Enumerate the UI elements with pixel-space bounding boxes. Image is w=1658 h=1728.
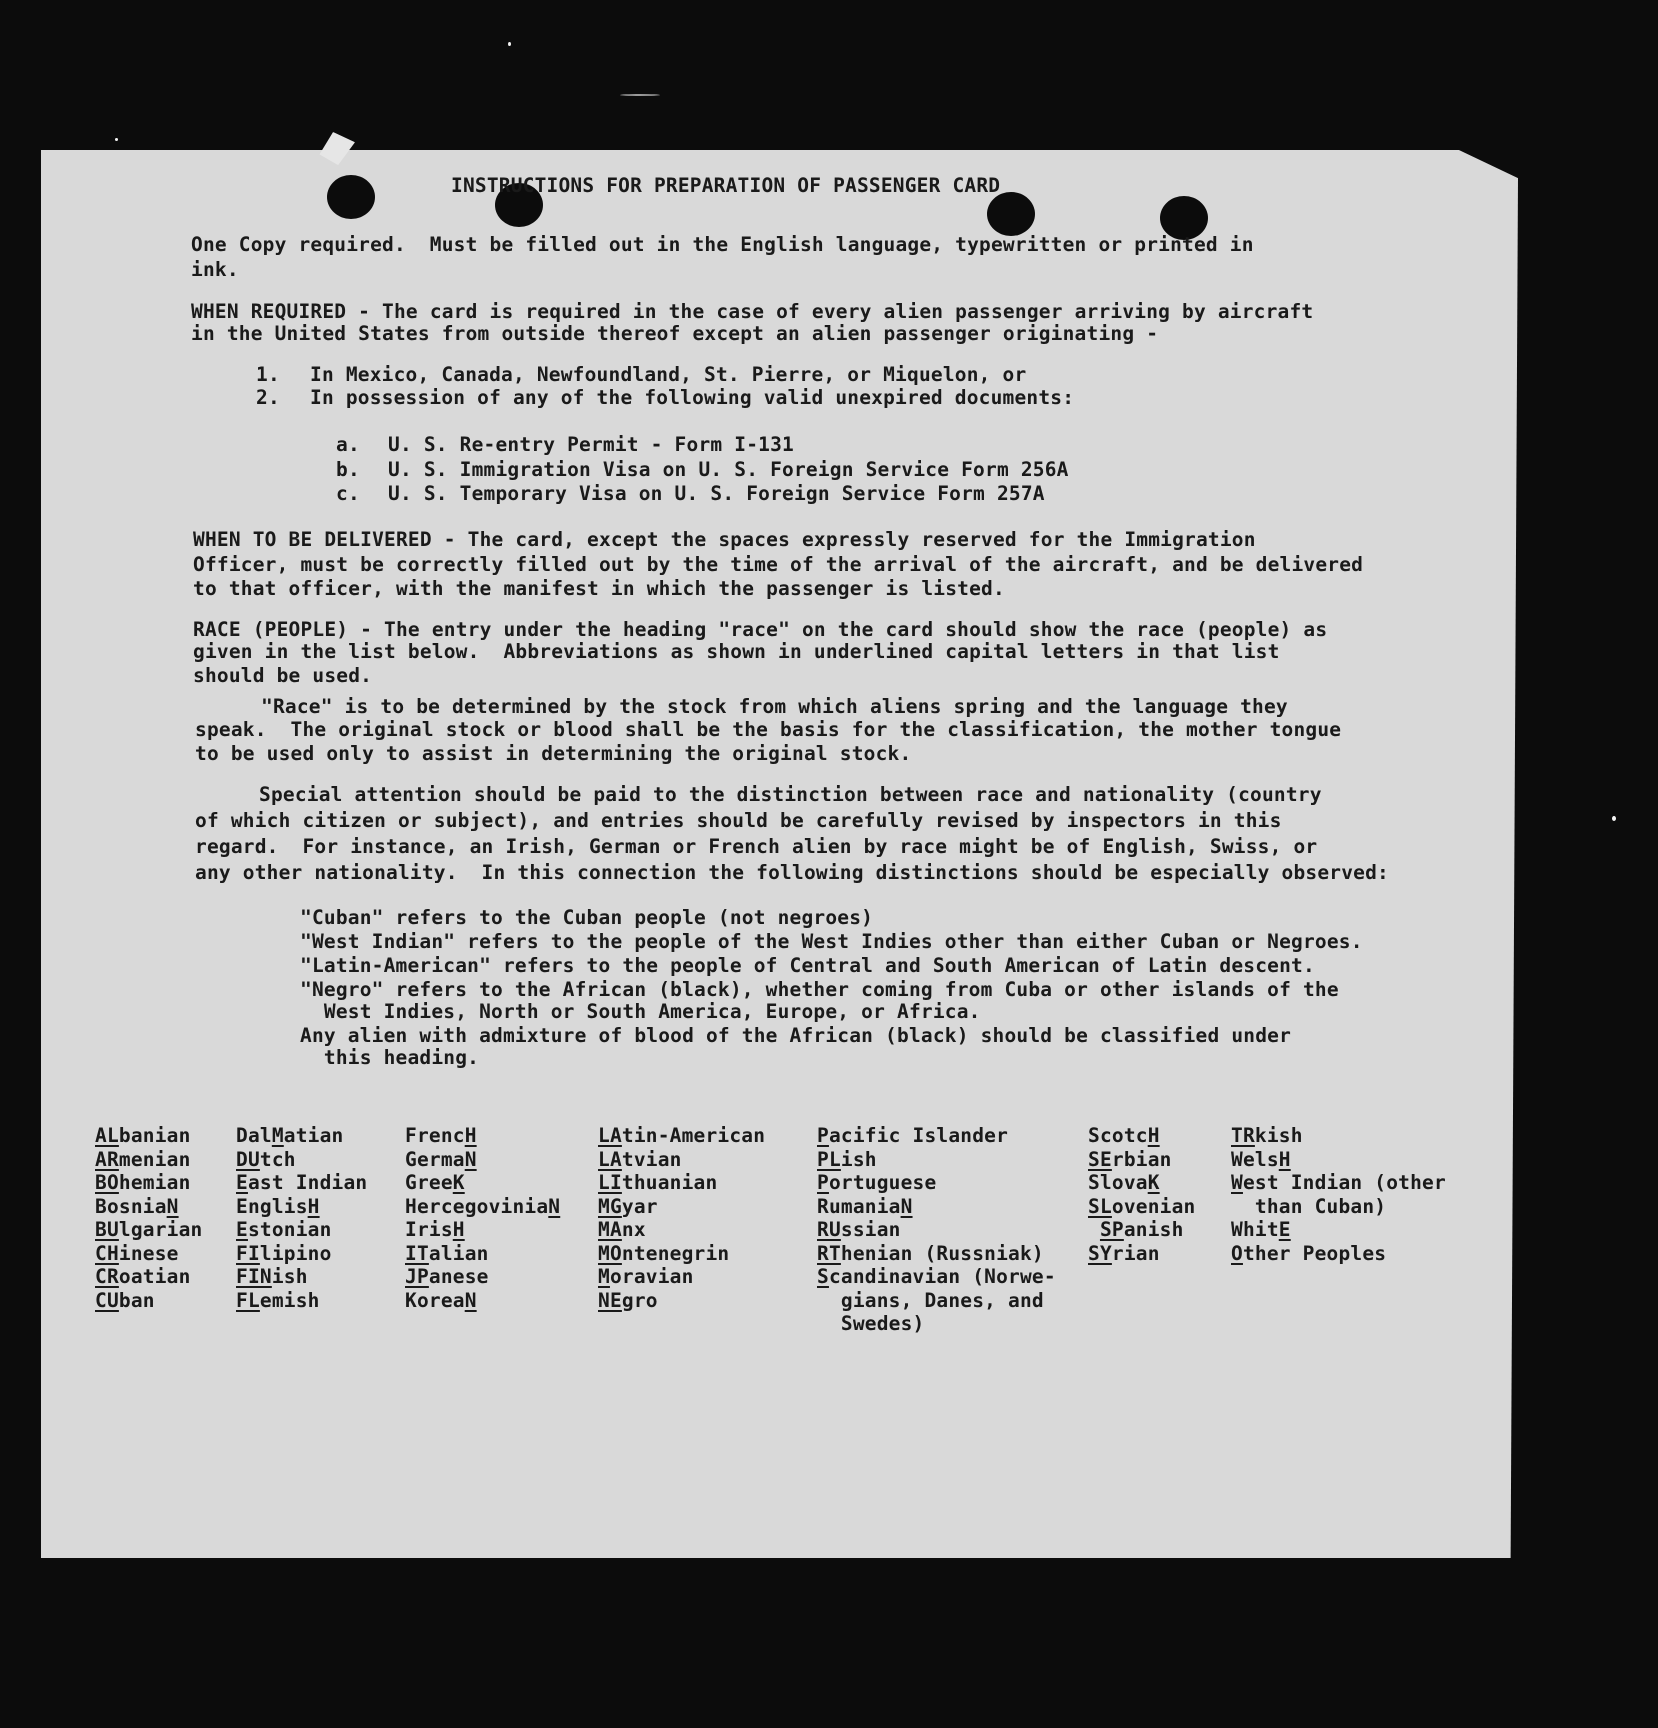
- race-entry: [236, 1148, 367, 1172]
- distinction-line: "Latin-American" refers to the people of Central and South American of Latin descent.: [300, 954, 1315, 977]
- when-required-line: [191, 300, 1313, 324]
- race-abbreviation: AR: [95, 1147, 119, 1171]
- race-name-part: est Indian (other: [1242, 1171, 1446, 1194]
- race-name-part: Frenc: [405, 1124, 465, 1147]
- race-entry: [1231, 1195, 1446, 1219]
- race-entry: [817, 1312, 1056, 1336]
- race-name-part: inese: [118, 1241, 179, 1265]
- race-entry: [817, 1265, 1056, 1289]
- race-entry: [817, 1242, 1056, 1266]
- race-name-part: ast Indian: [247, 1171, 368, 1194]
- race-name-part: gians, Danes, and: [817, 1288, 1044, 1312]
- race-entry: [1088, 1218, 1195, 1242]
- race-entry: [95, 1242, 202, 1266]
- race-entry: [236, 1265, 367, 1289]
- race-entry: [598, 1124, 765, 1148]
- scan-speck: [115, 138, 118, 141]
- race-abbreviation: M: [271, 1124, 284, 1147]
- race-people-line: should be used.: [193, 664, 373, 687]
- race-name-part: anese: [428, 1265, 489, 1288]
- race-abbreviation: TR: [1231, 1124, 1255, 1147]
- distinction-line: West Indies, North or South America, Europe, or Africa.: [300, 1000, 981, 1023]
- when-delivered-line: [193, 528, 1256, 552]
- race-entry: [817, 1148, 1056, 1172]
- race-column: [598, 1124, 765, 1312]
- race-definition-line: speak. The original stock or blood shall be the basis for the classification, the mother tongue: [195, 718, 1342, 741]
- race-abbreviation: FI: [236, 1241, 260, 1265]
- race-abbreviation: E: [236, 1218, 248, 1241]
- when-required-line: in the United States from outside thereof except an alien passenger originating -: [191, 322, 1159, 345]
- race-name-part: Slova: [1088, 1171, 1148, 1194]
- race-abbreviation: MA: [598, 1218, 622, 1241]
- special-attention-line: Special attention should be paid to the distinction between race and nationality (country: [259, 783, 1322, 806]
- race-name-part: Germa: [405, 1147, 465, 1171]
- special-attention-line: any other nationality. In this connection the following distinctions should be especially observed:: [195, 861, 1389, 884]
- scan-speck: [1612, 816, 1616, 821]
- race-abbreviation: BO: [95, 1171, 119, 1194]
- race-entry: [95, 1218, 202, 1242]
- race-entry: [405, 1171, 560, 1195]
- race-entry: [1088, 1171, 1195, 1195]
- race-abbreviation: SP: [1099, 1218, 1124, 1241]
- when-required-text: - The card is required in the case of every alien passenger arriving by aircraft: [346, 300, 1314, 323]
- race-name-part: nx: [621, 1218, 646, 1241]
- race-entry: [95, 1289, 202, 1313]
- race-entry: [598, 1265, 765, 1289]
- race-abbreviation: H: [1278, 1147, 1291, 1171]
- race-entry: [1088, 1195, 1195, 1219]
- race-name-part: Whit: [1231, 1218, 1279, 1241]
- race-people-text: - The entry under the heading "race" on the card should show the race (people) as: [348, 618, 1328, 641]
- race-abbreviation: N: [464, 1147, 477, 1171]
- race-abbreviation: FIN: [236, 1265, 272, 1288]
- race-name-part: Rumania: [817, 1194, 901, 1218]
- race-name-part: Englis: [236, 1194, 308, 1218]
- requirement-text: In Mexico, Canada, Newfoundland, St. Pierre, or Miquelon, or: [310, 363, 1027, 386]
- when-delivered-heading: WHEN TO BE DELIVERED: [193, 528, 432, 551]
- race-name-part: tin-American: [621, 1124, 766, 1147]
- document-item: [336, 433, 794, 457]
- race-abbreviation: AL: [95, 1124, 119, 1147]
- race-abbreviation: LA: [598, 1147, 622, 1171]
- race-abbreviation: H: [452, 1218, 465, 1241]
- race-entry: [95, 1265, 202, 1289]
- distinction-line: "Negro" refers to the African (black), whether coming from Cuba or other islands of the: [300, 978, 1339, 1001]
- special-attention-line: of which citizen or subject), and entries should be carefully revised by inspectors in this: [195, 809, 1282, 832]
- race-entry: [598, 1171, 765, 1195]
- race-name-part: stonian: [247, 1218, 332, 1241]
- document-item: [336, 458, 1069, 482]
- race-entry: [817, 1289, 1056, 1313]
- race-entry: [95, 1171, 202, 1195]
- race-name-part: atian: [283, 1124, 344, 1147]
- race-entry: [95, 1195, 202, 1219]
- requirement-number: 2.: [256, 386, 280, 409]
- race-abbreviation: K: [1147, 1171, 1160, 1194]
- punch-hole-3: [987, 192, 1035, 236]
- race-abbreviation: MO: [598, 1241, 622, 1265]
- race-entry: [817, 1124, 1056, 1148]
- race-abbreviation: FL: [236, 1288, 260, 1312]
- race-entry: [598, 1218, 765, 1242]
- race-name-part: Wels: [1231, 1147, 1279, 1171]
- race-name-part: tvian: [621, 1147, 682, 1171]
- race-abbreviation: E: [1278, 1218, 1291, 1241]
- requirement-text: In possession of any of the following valid unexpired documents:: [310, 386, 1075, 409]
- race-abbreviation: CH: [95, 1241, 119, 1265]
- race-entry: [405, 1124, 560, 1148]
- race-column: [236, 1124, 367, 1312]
- requirement-item: [256, 363, 1027, 387]
- race-name-part: Scotc: [1088, 1124, 1148, 1147]
- distinction-line: "Cuban" refers to the Cuban people (not negroes): [300, 906, 874, 929]
- when-delivered-text: - The card, except the spaces expressly reserved for the Immigration: [431, 528, 1256, 551]
- race-abbreviation: SL: [1088, 1194, 1112, 1218]
- race-entry: [1231, 1124, 1446, 1148]
- document-text: U. S. Temporary Visa on U. S. Foreign Service Form 257A: [388, 482, 1045, 505]
- race-name-part: rbian: [1111, 1147, 1172, 1171]
- race-name-part: ssian: [840, 1218, 901, 1241]
- race-name-part: Korea: [405, 1288, 465, 1312]
- race-name-part: alian: [428, 1241, 489, 1265]
- race-name-part: Gree: [405, 1171, 453, 1194]
- race-abbreviation: H: [307, 1194, 320, 1218]
- race-name-part: rian: [1111, 1241, 1160, 1265]
- race-abbreviation: LA: [598, 1124, 622, 1147]
- race-definition-line: "Race" is to be determined by the stock from which aliens spring and the language they: [261, 695, 1288, 718]
- race-entry: [598, 1195, 765, 1219]
- race-entry: [817, 1195, 1056, 1219]
- race-name-part: henian (Russniak): [840, 1241, 1044, 1265]
- race-column: [1231, 1124, 1446, 1265]
- race-abbreviation: O: [1231, 1241, 1243, 1265]
- document-item: [336, 482, 1045, 506]
- race-entry: [1088, 1148, 1195, 1172]
- race-entry: [1231, 1218, 1446, 1242]
- document-text: U. S. Re-entry Permit - Form I-131: [388, 433, 794, 456]
- race-entry: [405, 1289, 560, 1313]
- race-abbreviation: W: [1231, 1171, 1243, 1194]
- punch-hole-1: [327, 175, 375, 219]
- race-definition-line: to be used only to assist in determining the original stock.: [195, 742, 912, 765]
- document-letter: a.: [336, 433, 360, 456]
- race-name-part: oravian: [609, 1265, 694, 1288]
- race-name-part: than Cuban): [1231, 1194, 1387, 1218]
- race-abbreviation: E: [236, 1171, 248, 1194]
- race-abbreviation: P: [817, 1171, 829, 1194]
- race-entry: [817, 1218, 1056, 1242]
- race-name-part: anish: [1123, 1218, 1184, 1241]
- race-name-part: ther Peoples: [1242, 1241, 1387, 1265]
- race-abbreviation: H: [464, 1124, 477, 1147]
- race-people-line: given in the list below. Abbreviations as shown in underlined capital letters in that list: [193, 640, 1280, 663]
- requirement-number: 1.: [256, 363, 280, 386]
- race-entry: [405, 1195, 560, 1219]
- race-abbreviation: N: [548, 1194, 561, 1218]
- race-entry: [405, 1265, 560, 1289]
- special-attention-line: regard. For instance, an Irish, German or French alien by race might be of English, Swiss, or: [195, 835, 1318, 858]
- document-text: U. S. Immigration Visa on U. S. Foreign Service Form 256A: [388, 458, 1069, 481]
- race-abbreviation: CU: [95, 1288, 119, 1312]
- race-name-part: yar: [621, 1194, 658, 1218]
- race-entry: [1231, 1171, 1446, 1195]
- when-delivered-line: to that officer, with the manifest in which the passenger is listed.: [193, 577, 1005, 600]
- race-entry: [1231, 1242, 1446, 1266]
- race-name-part: Swedes): [817, 1312, 925, 1335]
- race-name-part: Iris: [405, 1218, 453, 1241]
- race-column: [817, 1124, 1056, 1336]
- race-name-part: kish: [1254, 1124, 1303, 1147]
- race-abbreviation: N: [900, 1194, 913, 1218]
- race-name-part: oatian: [118, 1265, 191, 1288]
- race-people-heading: RACE (PEOPLE): [193, 618, 349, 641]
- race-name-part: menian: [118, 1147, 191, 1171]
- race-name-part: [1088, 1218, 1100, 1241]
- race-abbreviation: SE: [1088, 1147, 1112, 1171]
- race-entry: [236, 1124, 367, 1148]
- race-abbreviation: P: [817, 1124, 829, 1147]
- race-name-part: lipino: [259, 1241, 332, 1265]
- scan-speck: [508, 42, 511, 46]
- document-letter: b.: [336, 458, 360, 481]
- race-abbreviation: RU: [817, 1218, 841, 1241]
- distinction-line: Any alien with admixture of blood of the African (black) should be classified under: [300, 1024, 1292, 1047]
- race-entry: [236, 1171, 367, 1195]
- race-name-part: banian: [118, 1124, 191, 1147]
- race-entry: [817, 1171, 1056, 1195]
- race-abbreviation: N: [464, 1288, 477, 1312]
- race-name-part: ban: [118, 1288, 155, 1312]
- race-entry: [236, 1195, 367, 1219]
- race-entry: [405, 1148, 560, 1172]
- race-entry: [405, 1218, 560, 1242]
- race-abbreviation: SY: [1088, 1241, 1112, 1265]
- race-entry: [1231, 1148, 1446, 1172]
- race-name-part: hemian: [118, 1171, 191, 1194]
- race-abbreviation: BU: [95, 1218, 119, 1241]
- race-entry: [236, 1242, 367, 1266]
- race-abbreviation: S: [817, 1265, 829, 1288]
- race-name-part: lgarian: [118, 1218, 203, 1241]
- race-abbreviation: M: [598, 1265, 610, 1288]
- race-name-part: emish: [259, 1288, 320, 1312]
- race-name-part: ovenian: [1111, 1194, 1196, 1218]
- race-abbreviation: CR: [95, 1265, 119, 1288]
- race-abbreviation: N: [166, 1194, 179, 1218]
- intro-line: One Copy required. Must be filled out in the English language, typewritten or printed in: [191, 233, 1254, 256]
- race-entry: [95, 1148, 202, 1172]
- document-letter: c.: [336, 482, 360, 505]
- race-entry: [1088, 1242, 1195, 1266]
- race-name-part: ish: [271, 1265, 308, 1288]
- race-abbreviation: MG: [598, 1194, 622, 1218]
- race-column: [1088, 1124, 1195, 1265]
- race-abbreviation: RT: [817, 1241, 841, 1265]
- distinction-line: this heading.: [300, 1046, 480, 1069]
- when-required-heading: WHEN REQUIRED: [191, 300, 347, 323]
- race-people-line: [193, 618, 1327, 642]
- race-name-part: Bosnia: [95, 1194, 167, 1218]
- race-name-part: Hercegovinia: [405, 1194, 549, 1218]
- page-title: INSTRUCTIONS FOR PREPARATION OF PASSENGER CARD: [451, 174, 1001, 197]
- scan-speck: [620, 94, 660, 96]
- intro-line: ink.: [191, 258, 239, 281]
- race-name-part: thuanian: [621, 1171, 718, 1194]
- race-abbreviation: NE: [598, 1288, 622, 1312]
- race-abbreviation: IT: [405, 1241, 429, 1265]
- race-abbreviation: LI: [598, 1171, 622, 1194]
- race-entry: [236, 1289, 367, 1313]
- race-entry: [598, 1289, 765, 1313]
- race-entry: [598, 1242, 765, 1266]
- race-name-part: acific Islander: [828, 1124, 1009, 1147]
- race-entry: [236, 1218, 367, 1242]
- race-name-part: tch: [259, 1147, 296, 1171]
- distinction-line: "West Indian" refers to the people of the West Indies other than either Cuban or Negroes.: [300, 930, 1363, 953]
- when-delivered-line: Officer, must be correctly filled out by the time of the arrival of the aircraft, and be delivered: [193, 553, 1364, 576]
- race-abbreviation: H: [1147, 1124, 1160, 1147]
- race-entry: [1088, 1124, 1195, 1148]
- race-abbreviation: PL: [817, 1147, 841, 1171]
- race-entry: [95, 1124, 202, 1148]
- race-entry: [405, 1242, 560, 1266]
- race-column: [95, 1124, 202, 1312]
- race-name-part: candinavian (Norwe-: [828, 1265, 1056, 1288]
- race-abbreviation: DU: [236, 1147, 260, 1171]
- race-name-part: ntenegrin: [621, 1241, 730, 1265]
- race-name-part: gro: [621, 1288, 658, 1312]
- race-abbreviation: K: [452, 1171, 465, 1194]
- race-column: [405, 1124, 560, 1312]
- race-name-part: Dal: [236, 1124, 272, 1147]
- race-entry: [598, 1148, 765, 1172]
- race-name-part: ish: [840, 1147, 877, 1171]
- race-abbreviation: JP: [405, 1265, 429, 1288]
- race-name-part: ortuguese: [828, 1171, 937, 1194]
- requirement-item: [256, 386, 1075, 410]
